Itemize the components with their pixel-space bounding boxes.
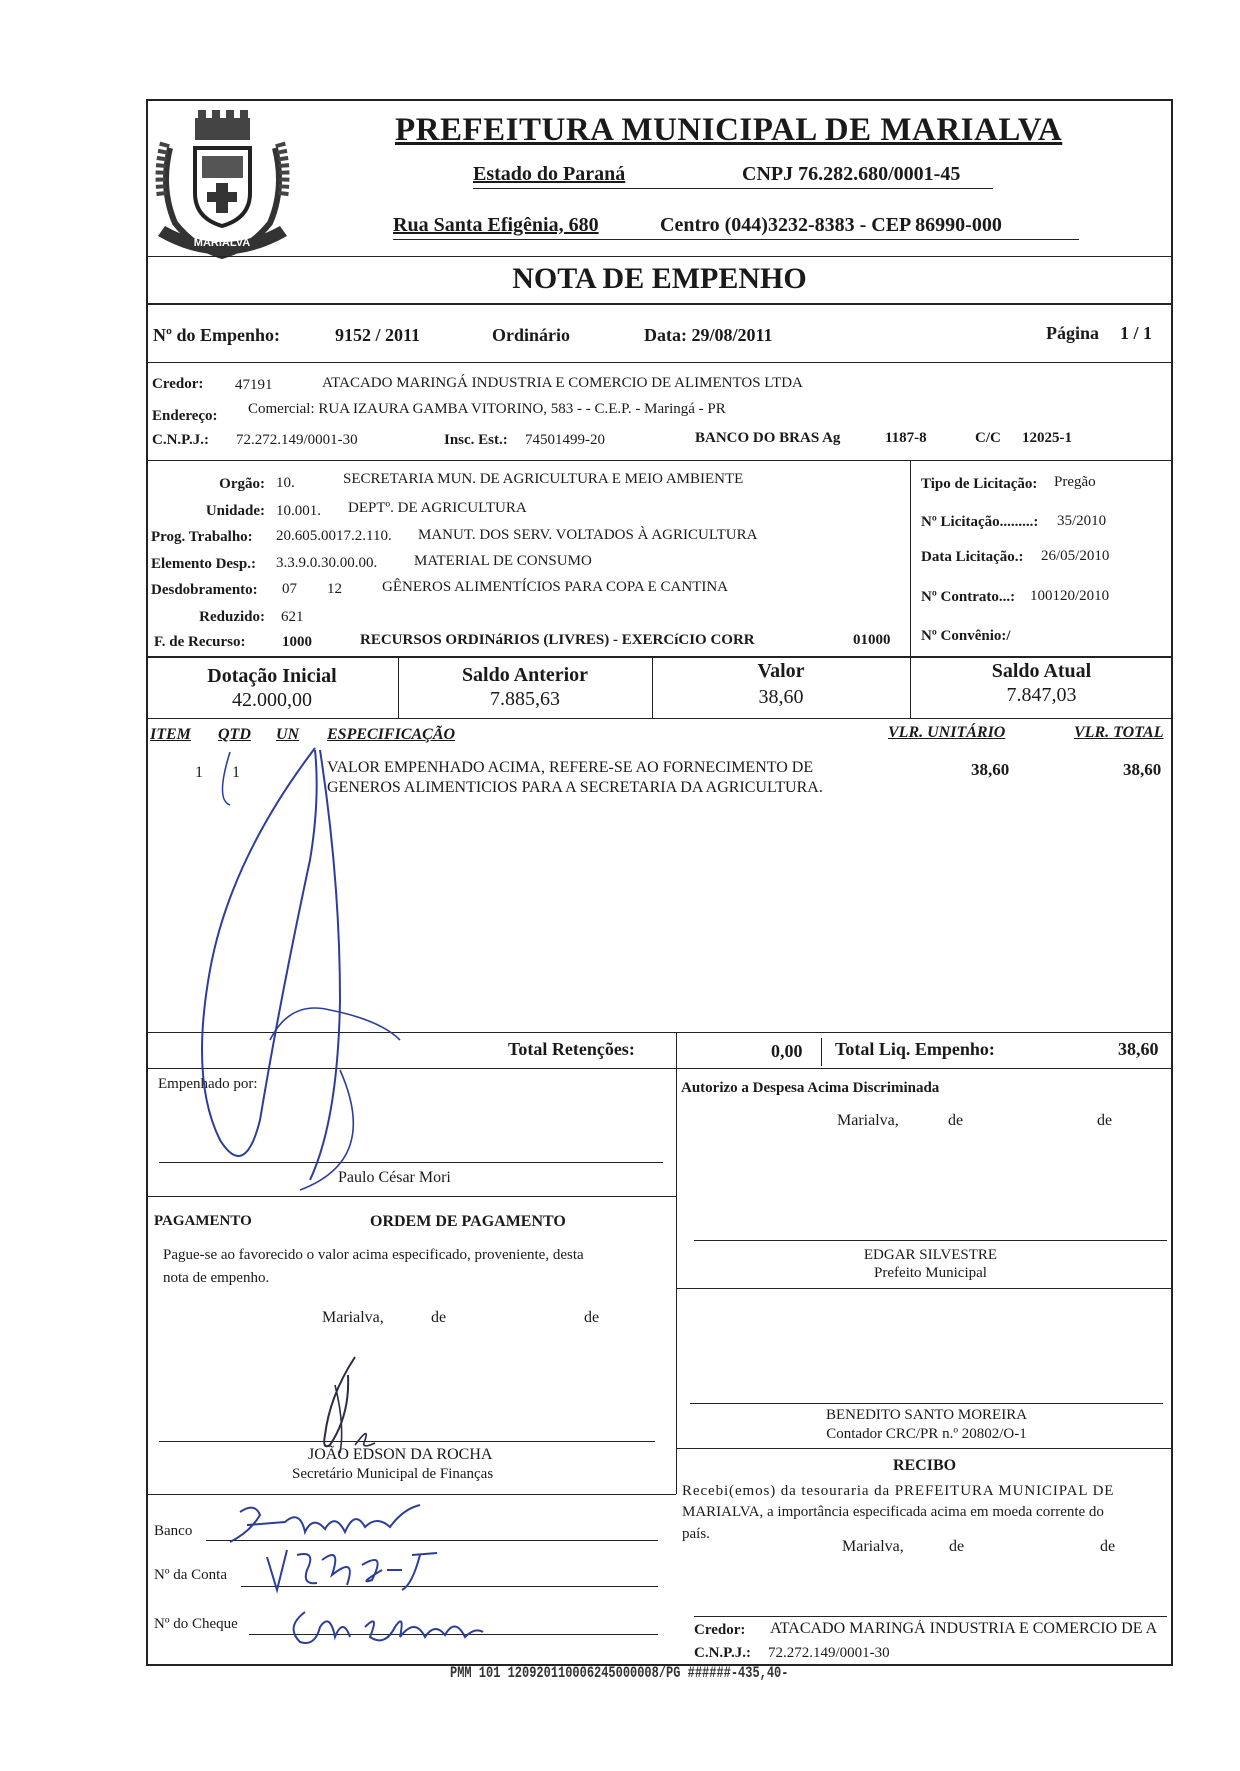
- recibo-text-line2: MARIALVA, a importância especificada acima em moeda corrente do: [682, 1504, 1104, 1520]
- recurso-code: 1000: [282, 634, 312, 650]
- handwritten-account-number: [262, 1545, 442, 1595]
- saldo-atual-value: 7.847,03: [1006, 684, 1077, 706]
- recibo-cnpj: 72.272.149/0001-30: [768, 1645, 890, 1661]
- contrato-number: 100120/2010: [1030, 588, 1110, 604]
- recurso-name: RECURSOS ORDINáRIOS (LIVRES) - EXERCíCIO CORR: [360, 632, 755, 648]
- recibo-cnpj-label: C.N.P.J.:: [694, 1645, 751, 1661]
- ordem-pagamento-label: ORDEM DE PAGAMENTO: [370, 1213, 566, 1230]
- pagamento-de2: de: [584, 1309, 600, 1326]
- signature-line: [694, 1240, 1167, 1241]
- pagamento-text-line1: Pague-se ao favorecido o valor acima especificado, proveniente, desta: [163, 1247, 584, 1263]
- header-state: Estado do Paraná: [473, 163, 626, 185]
- contrato-label: Nº Contrato...:: [921, 589, 1016, 605]
- total-liq-label: Total Liq. Empenho:: [835, 1039, 995, 1059]
- valor-label: Valor: [757, 660, 805, 682]
- item-unit-value: 38,60: [971, 760, 1010, 779]
- credor-cc-label: C/C: [975, 430, 1001, 446]
- header-title: PREFEITURA MUNICIPAL DE MARIALVA: [395, 112, 1063, 148]
- elemento-label: Elemento Desp.:: [151, 556, 256, 572]
- recibo-label: RECIBO: [892, 1457, 957, 1474]
- handwritten-signature-large: [150, 740, 410, 1200]
- divider: [146, 256, 1173, 257]
- header-address: Rua Santa Efigênia, 680: [393, 214, 599, 236]
- cheque-label: Nº do Cheque: [154, 1616, 238, 1632]
- convenio-label: Nº Convênio:/: [921, 628, 1011, 644]
- credor-insc-label: Insc. Est.:: [444, 432, 508, 448]
- pagamento-text-line2: nota de empenho.: [163, 1270, 270, 1286]
- divider: [146, 718, 1173, 719]
- credor-insc: 74501499-20: [525, 432, 605, 448]
- credor-address: Comercial: RUA IZAURA GAMBA VITORINO, 583 - - C.E.P. - Maringá - PR: [248, 401, 726, 417]
- pagamento-de1: de: [431, 1309, 447, 1326]
- prog-code: 20.605.0017.2.110.: [276, 528, 392, 544]
- credor-agency: 1187-8: [885, 430, 927, 446]
- signature-line: [690, 1403, 1163, 1404]
- credor-address-label: Endereço:: [152, 408, 218, 424]
- items-header-unit-value: VLR. UNITÁRIO: [888, 724, 1006, 741]
- licitacao-tipo-label: Tipo de Licitação:: [921, 476, 1038, 492]
- dotacao-inicial-value: 42.000,00: [232, 689, 312, 711]
- unidade-code: 10.001.: [276, 503, 321, 519]
- orgao-code: 10.: [276, 475, 295, 491]
- licitacao-date: 26/05/2010: [1041, 548, 1110, 564]
- recibo-text-line3: país.: [682, 1526, 710, 1542]
- secretario-role: Secretário Municipal de Finanças: [292, 1466, 494, 1482]
- orgao-name: SECRETARIA MUN. DE AGRICULTURA E MEIO AMBIENTE: [343, 471, 744, 487]
- reduzido-label: Reduzido:: [199, 609, 265, 625]
- empenho-number: 9152 / 2011: [335, 325, 421, 345]
- divider: [676, 1448, 1173, 1449]
- empenho-type: Ordinário: [492, 325, 571, 345]
- state-underline: [473, 188, 993, 189]
- recibo-credor-label: Credor:: [694, 1622, 746, 1638]
- credor-cc: 12025-1: [1022, 430, 1072, 446]
- elemento-code: 3.3.9.0.30.00.00.: [276, 555, 378, 571]
- pagamento-label: PAGAMENTO: [154, 1213, 252, 1229]
- credor-cnpj-label: C.N.P.J.:: [152, 432, 209, 448]
- banco-label: Banco: [154, 1523, 193, 1539]
- licitacao-number: 35/2010: [1057, 513, 1107, 529]
- contador-name: BENEDITO SANTO MOREIRA: [825, 1407, 1028, 1423]
- item-total-value: 38,60: [1123, 760, 1162, 779]
- signature-line: [694, 1616, 1167, 1617]
- secretario-name: JOÃO EDSON DA ROCHA: [308, 1446, 493, 1463]
- prefeito-name: EDGAR SILVESTRE: [863, 1247, 998, 1263]
- header-district-phone-cep: Centro (044)3232-8383 - CEP 86990-000: [660, 214, 1002, 236]
- document-title: NOTA DE EMPENHO: [512, 262, 807, 295]
- credor-bank: BANCO DO BRAS Ag: [695, 430, 841, 446]
- autorizo-label: Autorizo a Despesa Acima Discriminada: [681, 1080, 940, 1096]
- item-qtd: 1: [232, 764, 240, 781]
- licitacao-date-label: Data Licitação.:: [921, 549, 1024, 565]
- empenho-number-label: Nº do Empenho:: [153, 325, 280, 345]
- licitacao-tipo: Pregão: [1054, 474, 1096, 490]
- divider: [146, 1494, 676, 1495]
- saldo-anterior-label: Saldo Anterior: [461, 664, 589, 686]
- desdobramento-name: GÊNEROS ALIMENTÍCIOS PARA COPA E CANTINA: [382, 579, 729, 595]
- divider: [146, 460, 1173, 461]
- unidade-label: Unidade:: [205, 503, 265, 519]
- items-header-un: UN: [276, 726, 300, 743]
- items-header-spec: ESPECIFICAÇÃO: [327, 726, 456, 743]
- empenhado-name: Paulo César Mori: [338, 1169, 451, 1186]
- divider: [146, 303, 1173, 305]
- valor-value: 38,60: [758, 686, 804, 708]
- municipal-coat-of-arms-icon: [150, 108, 295, 263]
- page-number: 1 / 1: [1120, 323, 1153, 343]
- elemento-name: MATERIAL DE CONSUMO: [414, 553, 592, 569]
- autorizo-de2: de: [1097, 1112, 1113, 1129]
- licitacao-number-label: Nº Licitação.........:: [921, 514, 1039, 530]
- page-label: Página: [1046, 323, 1100, 343]
- total-retencoes-value: 0,00: [771, 1041, 803, 1061]
- items-header-total-value: VLR. TOTAL: [1074, 724, 1164, 741]
- prog-name: MANUT. DOS SERV. VOLTADOS À AGRICULTURA: [418, 527, 758, 543]
- recibo-place: Marialva,: [842, 1538, 904, 1555]
- handwritten-signature-secretary: [300, 1355, 410, 1455]
- pagamento-place: Marialva,: [322, 1309, 384, 1326]
- reduzido-value: 621: [281, 609, 304, 625]
- divider: [676, 1068, 677, 1448]
- recibo-de2: de: [1100, 1538, 1116, 1555]
- handwritten-bank-name: [225, 1497, 435, 1552]
- items-header-item: ITEM: [150, 726, 191, 743]
- desdobramento-code2: 12: [327, 581, 342, 597]
- saldo-atual-label: Saldo Atual: [991, 660, 1092, 682]
- total-retencoes-label: Total Retenções:: [508, 1039, 635, 1059]
- autorizo-de1: de: [948, 1112, 964, 1129]
- credor-cnpj: 72.272.149/0001-30: [236, 432, 358, 448]
- item-spec-line2: GENEROS ALIMENTICIOS PARA A SECRETARIA DA AGRICULTURA.: [327, 779, 823, 796]
- orgao-label: Orgão:: [219, 476, 265, 492]
- total-liq-value: 38,60: [1118, 1039, 1159, 1059]
- divider: [676, 1288, 1173, 1289]
- contador-role: Contador CRC/PR n.º 20802/O-1: [826, 1426, 1027, 1442]
- divider: [910, 460, 911, 656]
- credor-name: ATACADO MARINGÁ INDUSTRIA E COMERCIO DE ALIMENTOS LTDA: [322, 375, 803, 391]
- conta-label: Nº da Conta: [154, 1567, 227, 1583]
- desdobramento-label: Desdobramento:: [151, 582, 258, 598]
- recibo-de1: de: [949, 1538, 965, 1555]
- divider: [146, 362, 1173, 363]
- logo-text: MARIALVA: [193, 237, 251, 249]
- divider: [676, 1032, 677, 1068]
- saldo-anterior-value: 7.885,63: [490, 688, 560, 710]
- divider: [146, 656, 1173, 658]
- prefeito-role: Prefeito Municipal: [874, 1265, 987, 1281]
- recurso-label: F. de Recurso:: [154, 634, 246, 650]
- item-number: 1: [195, 764, 203, 781]
- empenhado-label: Empenhado por:: [158, 1076, 258, 1092]
- credor-label: Credor:: [152, 376, 204, 392]
- address-underline: [393, 239, 1079, 240]
- item-spec-line1: VALOR EMPENHADO ACIMA, REFERE-SE AO FORNECIMENTO DE: [327, 759, 814, 776]
- credor-code: 47191: [235, 377, 273, 393]
- items-header-qtd: QTD: [218, 726, 251, 743]
- unidade-name: DEPTº. DE AGRICULTURA: [348, 500, 527, 516]
- dotacao-inicial-label: Dotação Inicial: [207, 665, 337, 687]
- divider: [821, 1038, 822, 1066]
- recibo-credor-name: ATACADO MARINGÁ INDUSTRIA E COMERCIO DE A: [770, 1620, 1158, 1637]
- handwritten-cheque-text: [285, 1597, 485, 1652]
- recurso-code2: 01000: [853, 632, 891, 648]
- recibo-text-line1: Recebi(emos) da tesouraria da PREFEITURA MUNICIPAL DE: [682, 1483, 1115, 1499]
- header-cnpj: CNPJ 76.282.680/0001-45: [742, 163, 961, 185]
- desdobramento-code1: 07: [282, 581, 297, 597]
- autorizo-place: Marialva,: [837, 1112, 899, 1129]
- prog-label: Prog. Trabalho:: [151, 529, 253, 545]
- footer-code: PMM 101 120920110006245000008/PG ######-435,40-: [450, 1663, 789, 1683]
- empenho-date: Data: 29/08/2011: [644, 325, 773, 345]
